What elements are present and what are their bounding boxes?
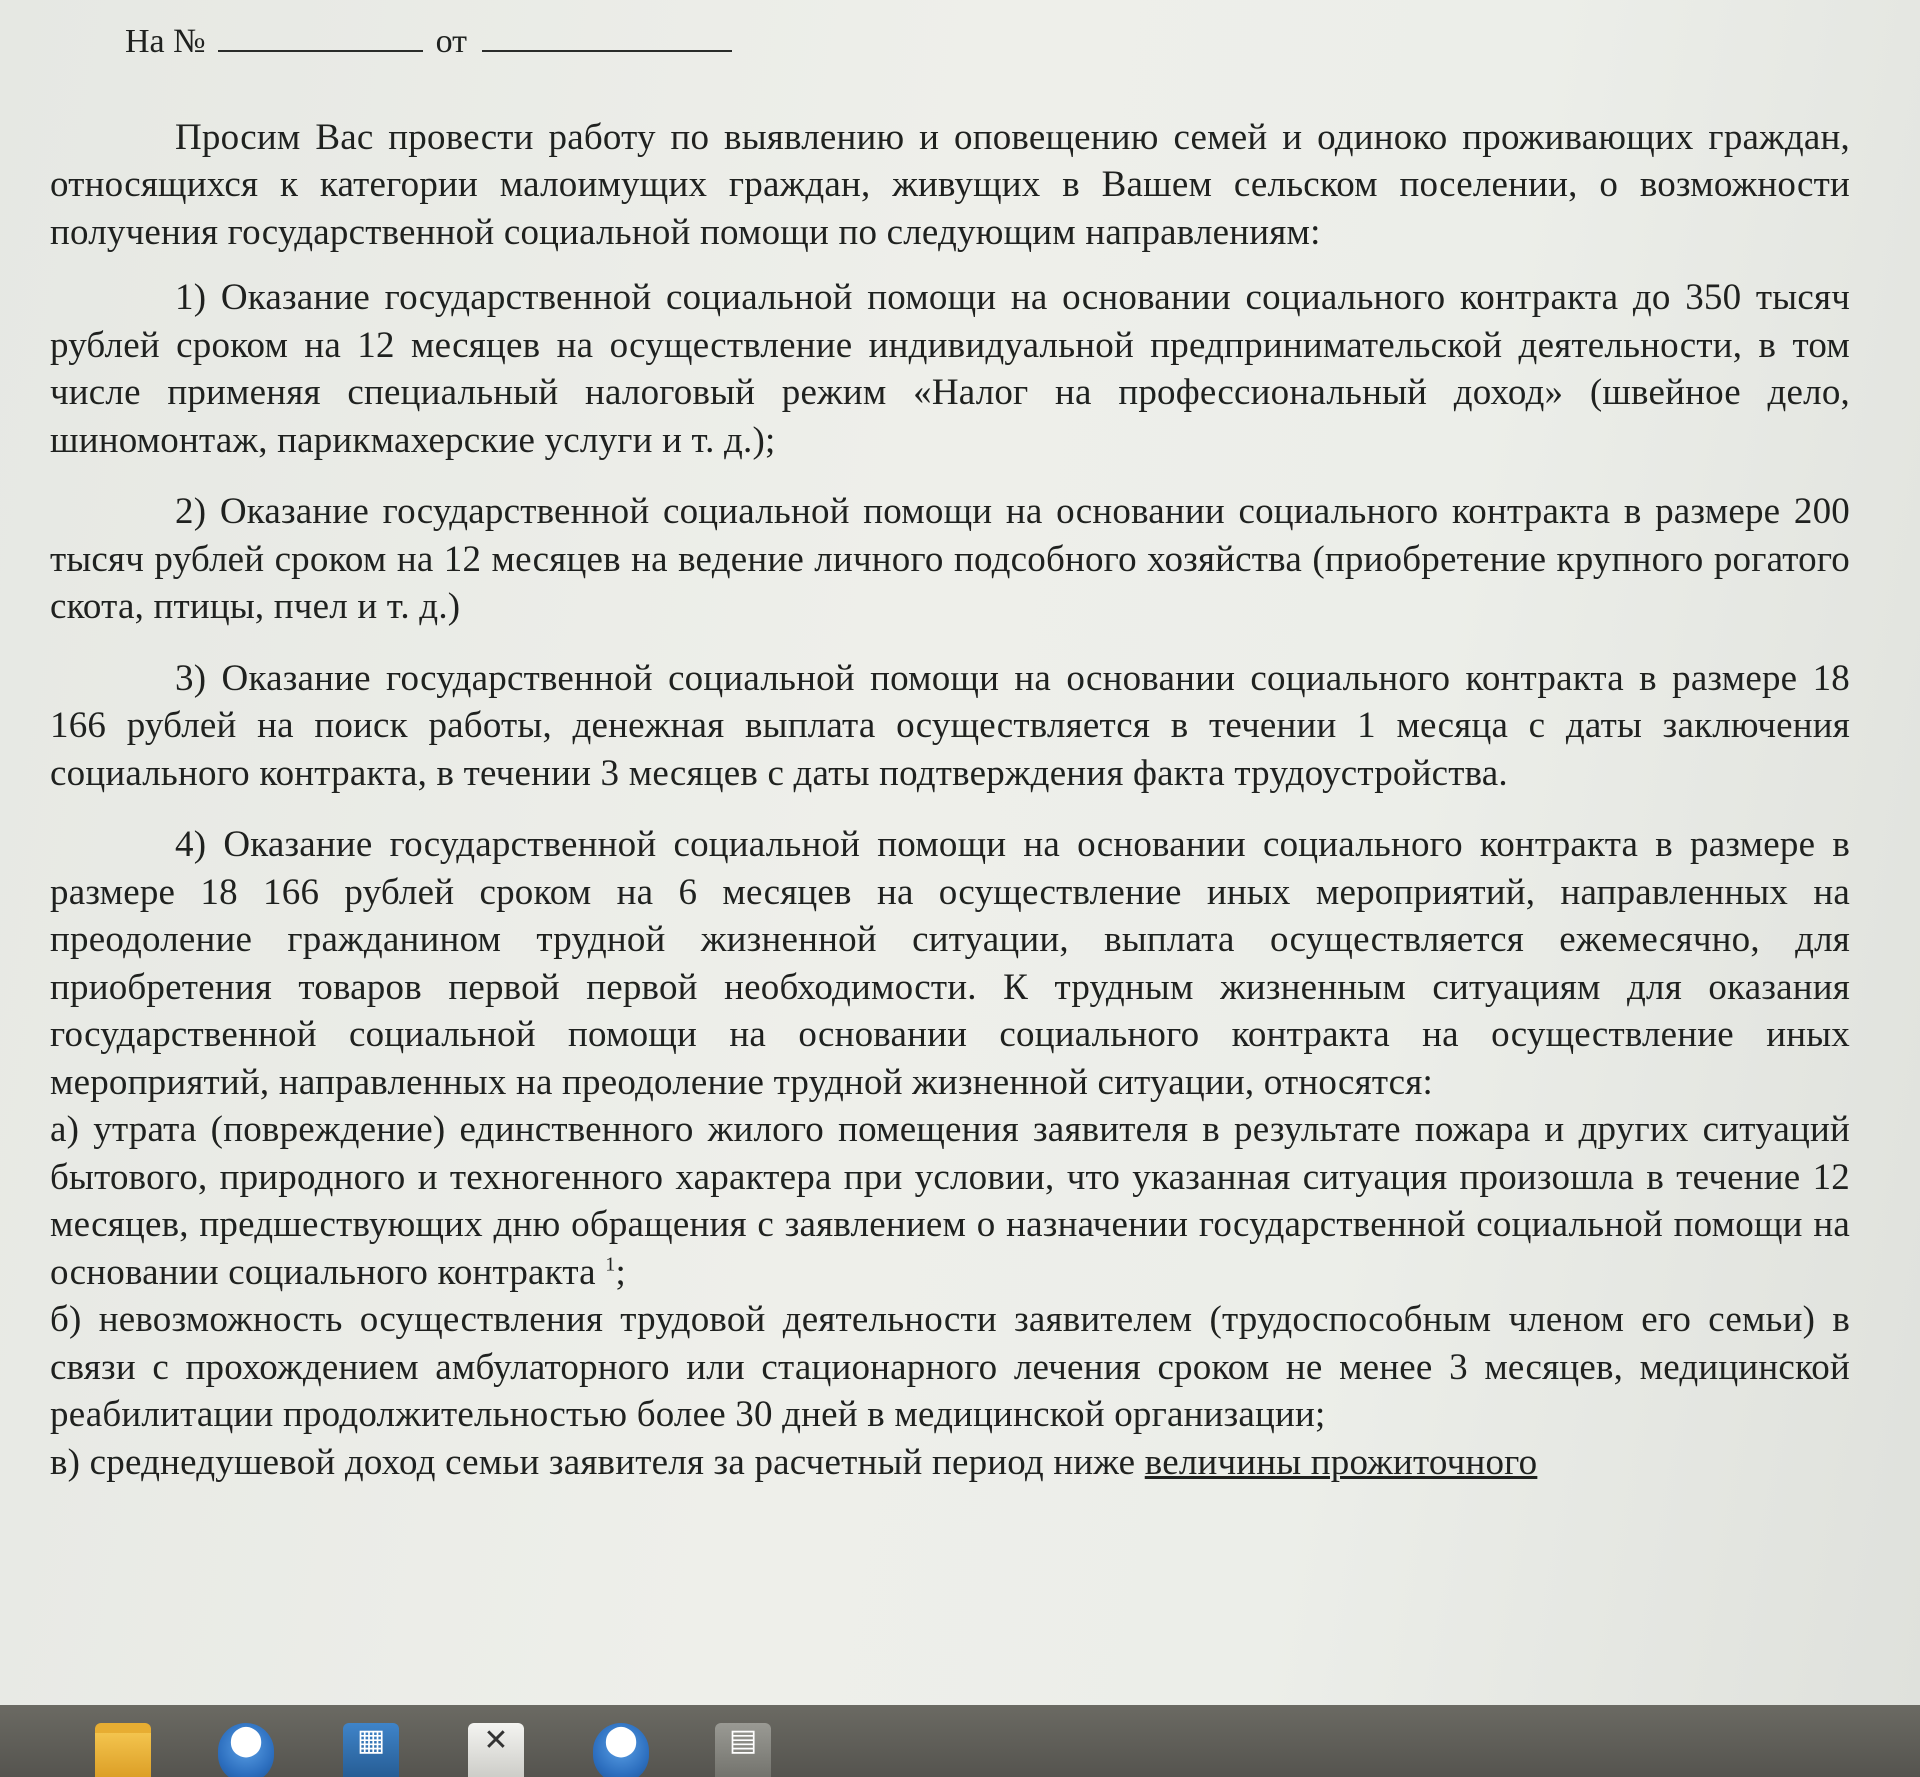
footnote-marker[interactable]: 1 bbox=[605, 1253, 616, 1276]
folder-icon[interactable] bbox=[95, 1723, 151, 1777]
sub-item-a bbox=[50, 1106, 1850, 1296]
taskbar bbox=[0, 1705, 1920, 1777]
item-3-paragraph: 3) Оказание государственной социальной помощи на основании социального контракта в размере 18 166 рублей на поиск работы, денежная выплата осуществляется в течении 1 месяца с даты заключения социального контракта, в течении 3 месяцев с даты подтверждения факта трудоустройства. bbox=[50, 657, 1850, 794]
browser-icon[interactable]: ⬤ bbox=[218, 1723, 274, 1777]
sub-item-a-text: а) утрата (повреждение) единственного жилого помещения заявителя в результате пожара и других ситуаций бытового, природного и техногенного характера при условии, что указанная ситуация произошла в течение 12 месяцев, предшествующих дню обращения с заявлением о назначении государственной социальной помощи на основании социального контракта bbox=[50, 1109, 1850, 1293]
app-icon[interactable]: ▦ bbox=[343, 1723, 399, 1777]
reference-number-label: На № bbox=[125, 23, 206, 60]
sub-item-v bbox=[50, 1439, 1850, 1487]
sub-item-a-end: ; bbox=[615, 1251, 626, 1293]
reference-date-label: от bbox=[435, 23, 468, 60]
browser-icon[interactable]: ⬤ bbox=[593, 1723, 649, 1777]
file-icon[interactable]: ▤ bbox=[715, 1723, 771, 1777]
item-1-paragraph: 1) Оказание государственной социальной помощи на основании социального контракта до 350 тысяч рублей сроком на 12 месяцев на осуществление индивидуальной предпринимательской деятельности, в том числе применяя специальный налоговый режим «Налог на профессиональный доход» (швейное дело, шиномонтаж, парикмахерские услуги и т. д.); bbox=[50, 277, 1850, 461]
item-4-paragraph: 4) Оказание государственной социальной помощи на основании социального контракта в размере в размере 18 166 рублей сроком на 6 месяцев на осуществление иных мероприятий, направленных на преодоление гражданином трудной жизненной ситуации, выплата осуществляется ежемесячно, для приобретения товаров первой первой необходимости. К трудным жизненным ситуациям для оказания государственной социальной помощи на основании социального контракта на осуществление иных мероприятий, направленных на преодоление трудной жизненной ситуации, относятся: bbox=[50, 824, 1850, 1103]
tool-icon[interactable]: ✕ bbox=[468, 1723, 524, 1777]
subsistence-minimum-link[interactable]: величины прожиточного bbox=[1144, 1441, 1538, 1483]
intro-paragraph: Просим Вас провести работу по выявлению и оповещению семей и одиноко проживающих граждан, относящихся к категории малоимущих граждан, живущих в Вашем сельском поселении, о возможности получения государственной социальной помощи по следующим направлениям: bbox=[50, 116, 1850, 253]
sub-item-v-text: в) среднедушевой доход семьи заявителя за расчетный период ниже bbox=[50, 1441, 1136, 1483]
reference-number-blank bbox=[218, 20, 423, 52]
sub-item-b: б) невозможность осуществления трудовой деятельности заявителем (трудоспособным членом его семьи) в связи с прохождением амбулаторного или стационарного лечения сроком не менее 3 месяцев, медицинской реабилитации продолжительностью более 30 дней в медицинской организации; bbox=[50, 1299, 1850, 1435]
document-body[interactable] bbox=[50, 18, 1850, 1486]
item-2-paragraph: 2) Оказание государственной социальной помощи на основании социального контракта в размере 200 тысяч рублей сроком на 12 месяцев на ведение личного подсобного хозяйства (приобретение крупного рогатого скота, птицы, пчел и т. д.) bbox=[50, 491, 1850, 627]
reference-date-blank bbox=[482, 20, 732, 52]
reference-line bbox=[125, 18, 1850, 66]
